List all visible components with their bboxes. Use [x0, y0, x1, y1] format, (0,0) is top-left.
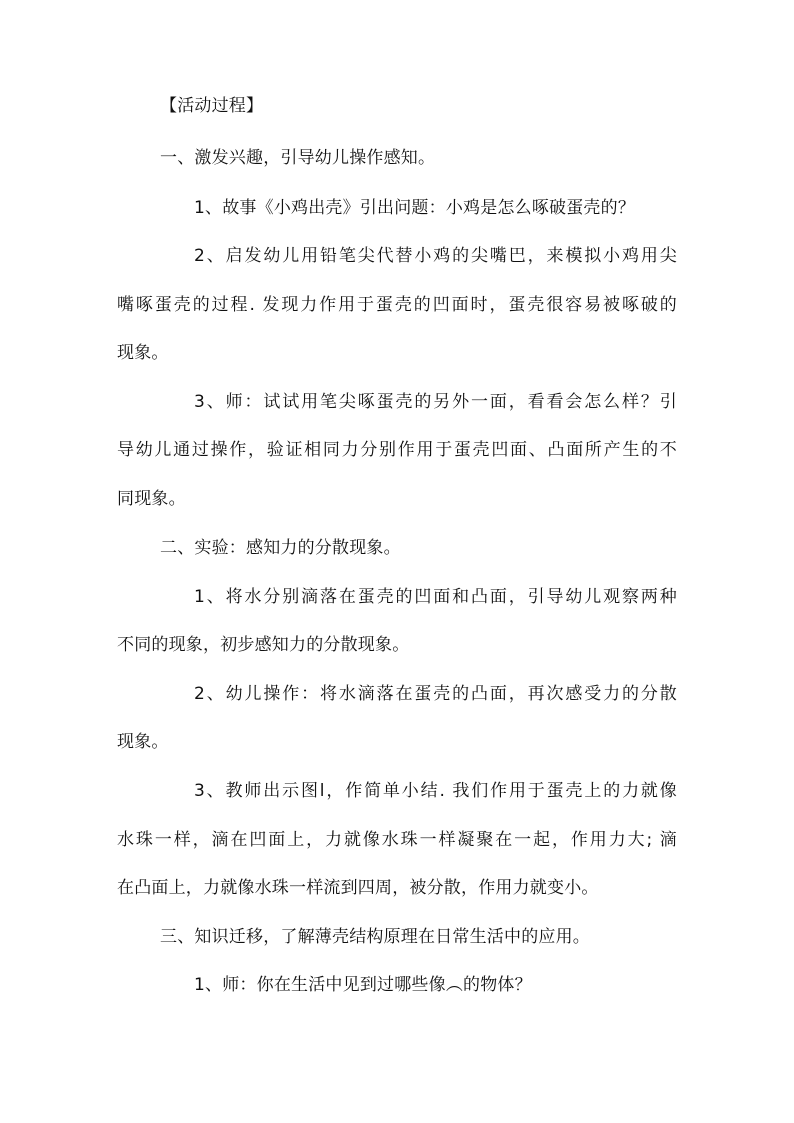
section-title-3: 三、知识迁移，了解薄壳结构原理在日常生活中的应用。	[160, 927, 590, 947]
paragraph-line: 导幼儿通过操作，验证相同力分别作用于蛋壳凹面、凸面所产生的不	[117, 440, 677, 460]
paragraph-line: 同现象。	[117, 489, 186, 509]
paragraph-line: 现象。	[117, 343, 169, 363]
paragraph-line: 3、教师出示图l，作简单小结. 我们作用于蛋壳上的力就像	[194, 781, 677, 801]
paragraph-line: 1、将水分别滴落在蛋壳的凹面和凸面，引导幼儿观察两种	[194, 587, 677, 607]
paragraph-line: 不同的现象，初步感知力的分散现象。	[117, 635, 410, 655]
section-title-2: 二、实验：感知力的分散现象。	[160, 538, 401, 558]
paragraph-line: 3、师：试试用笔尖啄蛋壳的另外一面，看看会怎么样？引	[194, 392, 677, 412]
paragraph-line: 嘴啄蛋壳的过程. 发现力作用于蛋壳的凹面时，蛋壳很容易被啄破的	[117, 295, 677, 315]
paragraph-line: 现象。	[117, 732, 169, 752]
section-heading: 【活动过程】	[160, 96, 264, 116]
paragraph-line: 1、故事《小鸡出壳》引出问题：小鸡是怎么啄破蛋壳的？	[194, 198, 636, 218]
paragraph-line: 在凸面上，力就像水珠一样流到四周，被分散，作用力就变小。	[117, 878, 599, 898]
paragraph-line: 1、师：你在生活中见到过哪些像︵的物体？	[194, 975, 532, 995]
paragraph-line: 2、启发幼儿用铅笔尖代替小鸡的尖嘴巴，来模拟小鸡用尖	[194, 246, 677, 266]
paragraph-line: 水珠一样，滴在凹面上，力就像水珠一样凝聚在一起，作用力大; 滴	[117, 830, 677, 850]
section-title-1: 一、激发兴趣，引导幼儿操作感知。	[160, 148, 436, 168]
paragraph-line: 2、幼儿操作：将水滴落在蛋壳的凸面，再次感受力的分散	[194, 684, 677, 704]
